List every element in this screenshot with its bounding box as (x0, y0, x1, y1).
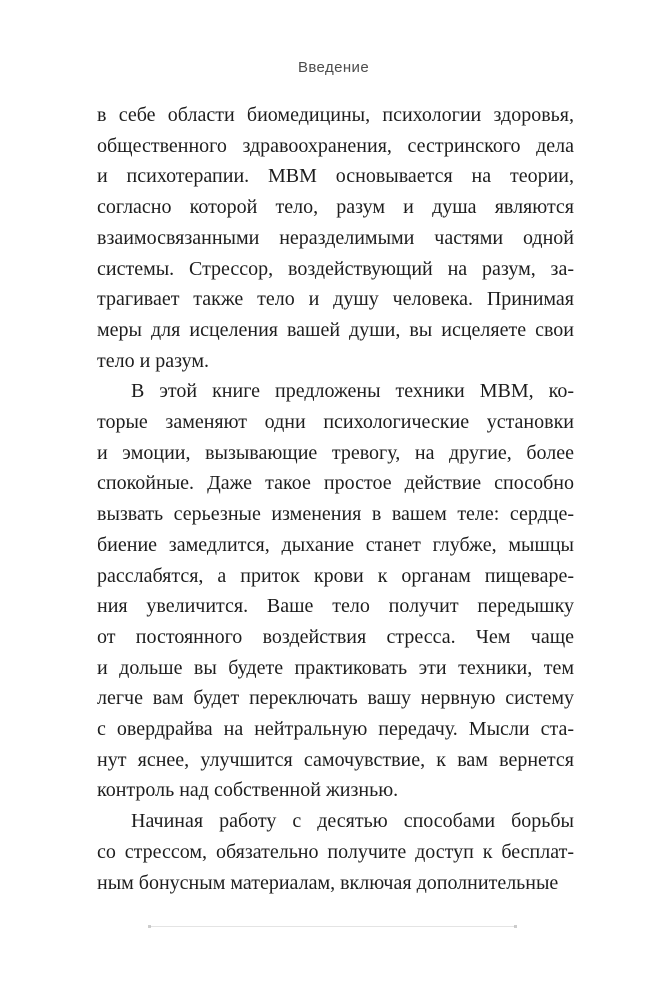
text-line: Начиная работу с десятью способами борьбы (131, 810, 574, 833)
text-line: вызвать серьезные изменения в вашем теле: сердце- (97, 503, 574, 526)
text-line: общественного здравоохранения, сестринского дела (97, 134, 574, 157)
text-line: согласно которой тело, разум и душа являются (97, 196, 574, 219)
text-line: спокойные. Даже такое простое действие способно (97, 472, 574, 495)
text-line: контроль над собственной жизнью. (97, 779, 399, 802)
text-line: и дольше вы будете практиковать эти техники, тем (97, 656, 574, 679)
text-line: меры для исцеления вашей души, вы исцеляете свои (97, 318, 574, 341)
text-line: в себе области биомедицины, психологии здоровья, (97, 104, 574, 126)
text-line: торые заменяют одни психологические установки (97, 411, 574, 434)
paragraph (97, 806, 574, 898)
text-line: ным бонусным материалам, включая дополнительные (97, 871, 559, 894)
paragraph (97, 100, 574, 376)
text-line: В этой книге предложены техники МВМ, ко- (131, 380, 574, 403)
text-line: ния увеличится. Ваше тело получит передышку (97, 595, 574, 618)
text-line: расслабятся, а приток крови к органам пищеваре- (97, 564, 574, 587)
running-head: Введение (297, 59, 370, 76)
text-line: взаимосвязанными неразделимыми частями одной (97, 226, 574, 249)
text-line: системы. Стрессор, воздействующий на разум, за- (97, 257, 574, 280)
text-line: и психотерапии. МВМ основывается на теории, (97, 165, 574, 188)
text-line: нут яснее, улучшится самочувствие, к вам вернется (97, 748, 574, 771)
text-line: с овердрайва на нейтральную передачу. Мысли ста- (97, 718, 574, 741)
text-line: биение замедлится, дыхание станет глубже, мышцы (97, 533, 574, 556)
divider-end-speck-right (514, 925, 517, 928)
text-line: от постоянного воздействия стресса. Чем чаще (97, 625, 574, 648)
text-line: легче вам будет переключать вашу нервную систему (97, 687, 574, 710)
divider-end-speck-left (148, 925, 151, 928)
text-line: со стрессом, обязательно получите доступ к бесплат- (97, 840, 574, 863)
text-line: трагивает также тело и душу человека. Принимая (97, 288, 574, 311)
body-text (97, 100, 574, 898)
page-edge-divider (150, 926, 515, 927)
paragraph (97, 376, 574, 806)
text-line: и эмоции, вызывающие тревогу, на другие, более (97, 441, 574, 464)
text-line: тело и разум. (97, 349, 210, 372)
